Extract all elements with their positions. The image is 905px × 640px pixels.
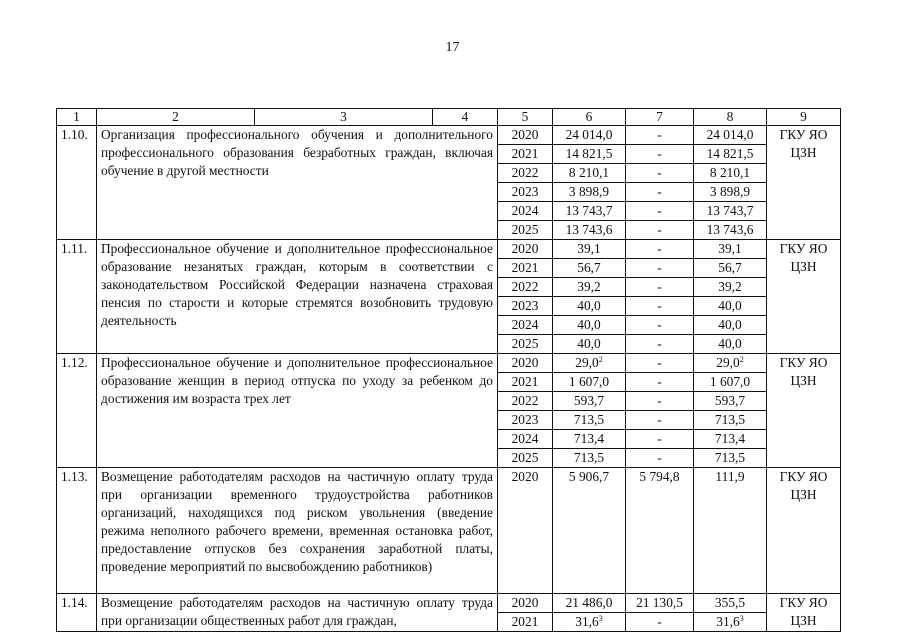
regional-cell: 8 210,1 [694, 164, 767, 183]
total-cell: 1 607,0 [553, 373, 626, 392]
regional-cell: 40,0 [694, 335, 767, 354]
regional-cell: 14 821,5 [694, 145, 767, 164]
total-cell: 21 486,0 [553, 594, 626, 613]
regional-cell: 111,9 [694, 468, 767, 594]
total-cell: 13 743,6 [553, 221, 626, 240]
table-row [57, 468, 841, 594]
executor-cell: ГКУ ЯО ЦЗН [767, 240, 841, 354]
year-cell: 2020 [498, 468, 553, 594]
item-number: 1.10. [57, 126, 97, 240]
column-header-7: 7 [626, 109, 694, 126]
year-cell: 2020 [498, 240, 553, 259]
federal-cell: - [626, 373, 694, 392]
total-cell: 13 743,7 [553, 202, 626, 221]
federal-cell: - [626, 449, 694, 468]
table-row [57, 354, 841, 373]
federal-cell: - [626, 183, 694, 202]
total-cell: 39,2 [553, 278, 626, 297]
federal-cell: - [626, 411, 694, 430]
item-number: 1.12. [57, 354, 97, 468]
total-cell: 24 014,0 [553, 126, 626, 145]
column-header-8: 8 [694, 109, 767, 126]
regional-cell: 56,7 [694, 259, 767, 278]
item-description: Профессиональное обучение и дополнительное профессиональное образование незанятых граждан, которым в соответствии с законодательством Российской Федерации назначена страховая пенсия по старости и которые стремятся возобновить трудовую деятельность [97, 240, 498, 354]
footnote-mark: 2 [598, 355, 603, 364]
item-description: Возмещение работодателям расходов на частичную оплату труда при организации временного трудоустройства работников организаций, находящихся под риском увольнения (введение режима неполного рабочего времени, временная остановка работ, предоставление отпусков без сохранения заработной платы, проведение мероприятий по высвобождению работников) [97, 468, 498, 594]
column-header-9: 9 [767, 109, 841, 126]
column-header-6: 6 [553, 109, 626, 126]
year-cell: 2024 [498, 316, 553, 335]
regional-cell: 40,0 [694, 316, 767, 335]
federal-cell: - [626, 145, 694, 164]
federal-cell: - [626, 354, 694, 373]
regional-cell: 24 014,0 [694, 126, 767, 145]
regional-cell: 1 607,0 [694, 373, 767, 392]
column-header-5: 5 [498, 109, 553, 126]
regional-cell: 31,6$^3$ [694, 613, 767, 632]
federal-cell: - [626, 240, 694, 259]
item-number: 1.11. [57, 240, 97, 354]
regional-cell: 713,5 [694, 411, 767, 430]
page-number: 17 [445, 40, 460, 55]
total-cell: 593,7 [553, 392, 626, 411]
item-description: Профессиональное обучение и дополнительное профессиональное образование женщин в период отпуска по уходу за ребенком до достижения им возраста трех лет [97, 354, 498, 468]
column-header-2: 2 [97, 109, 255, 126]
column-header-3: 3 [255, 109, 433, 126]
federal-cell: - [626, 430, 694, 449]
year-cell: 2024 [498, 430, 553, 449]
year-cell: 2025 [498, 335, 553, 354]
item-description: Возмещение работодателям расходов на частичную оплату труда при организации общественных работ для граждан, [97, 594, 498, 632]
total-cell: 40,0 [553, 316, 626, 335]
item-number: 1.14. [57, 594, 97, 632]
year-cell: 2025 [498, 449, 553, 468]
federal-cell: 5 794,8 [626, 468, 694, 594]
executor-cell: ГКУ ЯО ЦЗН [767, 354, 841, 468]
year-cell: 2021 [498, 145, 553, 164]
footnote-mark: 3 [598, 614, 603, 623]
total-cell: 713,5 [553, 411, 626, 430]
federal-cell: - [626, 335, 694, 354]
federal-cell: - [626, 297, 694, 316]
federal-cell: - [626, 259, 694, 278]
header-row [57, 109, 841, 126]
total-cell: 713,4 [553, 430, 626, 449]
regional-cell: 29,0$^2$ [694, 354, 767, 373]
regional-cell: 13 743,7 [694, 202, 767, 221]
budget-table [56, 108, 841, 632]
item-description: Организация профессионального обучения и дополнительного профессионального образования безработных граждан, включая обучение в другой местности [97, 126, 498, 240]
federal-cell: - [626, 202, 694, 221]
year-cell: 2025 [498, 221, 553, 240]
year-cell: 2020 [498, 126, 553, 145]
total-cell: 3 898,9 [553, 183, 626, 202]
total-cell: 56,7 [553, 259, 626, 278]
table-row [57, 126, 841, 145]
regional-cell: 593,7 [694, 392, 767, 411]
executor-cell: ГКУ ЯО ЦЗН [767, 468, 841, 594]
year-cell: 2021 [498, 613, 553, 632]
year-cell: 2023 [498, 297, 553, 316]
total-cell: 40,0 [553, 335, 626, 354]
regional-cell: 13 743,6 [694, 221, 767, 240]
regional-cell: 713,4 [694, 430, 767, 449]
regional-cell: 39,1 [694, 240, 767, 259]
footnote-mark: 3 [739, 614, 744, 623]
regional-cell: 713,5 [694, 449, 767, 468]
federal-cell: - [626, 126, 694, 145]
regional-cell: 355,5 [694, 594, 767, 613]
federal-cell: - [626, 613, 694, 632]
regional-cell: 40,0 [694, 297, 767, 316]
column-header-4: 4 [433, 109, 498, 126]
federal-cell: - [626, 392, 694, 411]
federal-cell: 21 130,5 [626, 594, 694, 613]
total-cell: 8 210,1 [553, 164, 626, 183]
year-cell: 2023 [498, 411, 553, 430]
year-cell: 2021 [498, 259, 553, 278]
regional-cell: 3 898,9 [694, 183, 767, 202]
total-cell: 713,5 [553, 449, 626, 468]
footnote-mark: 2 [739, 355, 744, 364]
executor-cell: ГКУ ЯО ЦЗН [767, 594, 841, 632]
year-cell: 2020 [498, 594, 553, 613]
executor-cell: ГКУ ЯО ЦЗН [767, 126, 841, 240]
column-header-1: 1 [57, 109, 97, 126]
year-cell: 2022 [498, 392, 553, 411]
year-cell: 2023 [498, 183, 553, 202]
federal-cell: - [626, 278, 694, 297]
year-cell: 2020 [498, 354, 553, 373]
total-cell: 5 906,7 [553, 468, 626, 594]
total-cell: 29,0$^2$ [553, 354, 626, 373]
item-number: 1.13. [57, 468, 97, 594]
total-cell: 40,0 [553, 297, 626, 316]
federal-cell: - [626, 316, 694, 335]
federal-cell: - [626, 164, 694, 183]
regional-cell: 39,2 [694, 278, 767, 297]
table-row [57, 240, 841, 259]
year-cell: 2022 [498, 164, 553, 183]
table-row [57, 594, 841, 613]
year-cell: 2022 [498, 278, 553, 297]
year-cell: 2021 [498, 373, 553, 392]
year-cell: 2024 [498, 202, 553, 221]
total-cell: 39,1 [553, 240, 626, 259]
total-cell: 14 821,5 [553, 145, 626, 164]
federal-cell: - [626, 221, 694, 240]
total-cell: 31,6$^3$ [553, 613, 626, 632]
